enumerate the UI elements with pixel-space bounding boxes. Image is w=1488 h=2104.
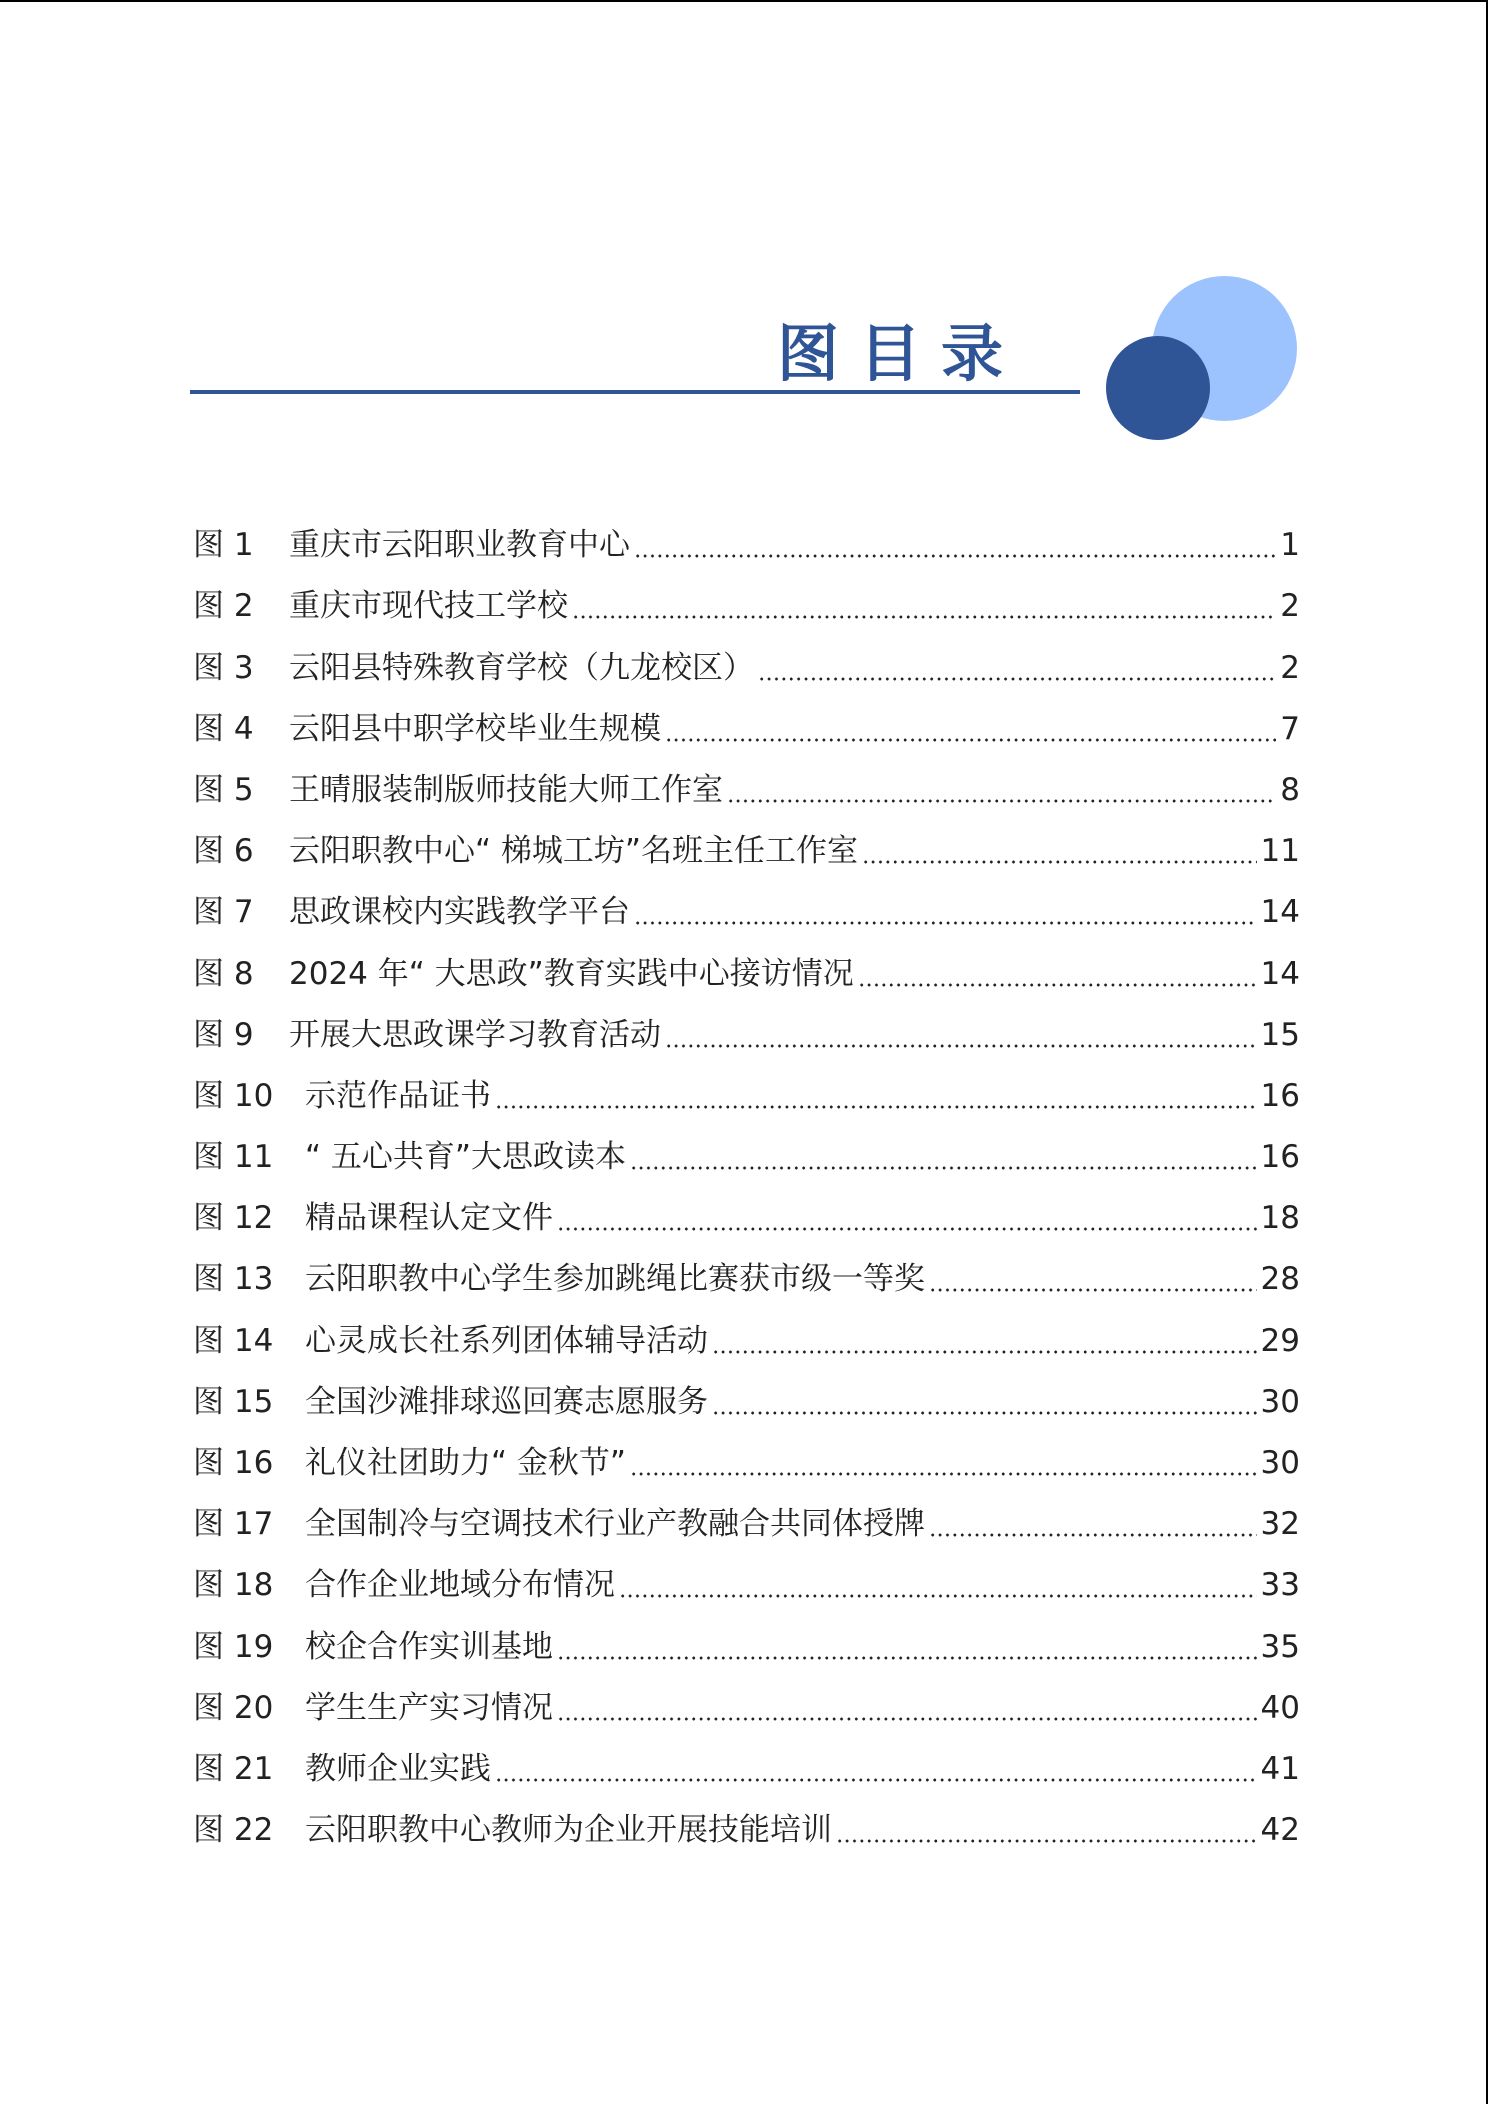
toc-entry-title: 云阳县特殊教育学校（九龙校区） bbox=[289, 649, 754, 686]
toc-entry[interactable] bbox=[193, 1177, 1300, 1238]
toc-entry-page: 14 bbox=[1260, 955, 1300, 992]
toc-dot-leader bbox=[634, 553, 1276, 559]
toc-entry-label: 图 19 bbox=[193, 1628, 274, 1665]
toc-entry-label: 图 22 bbox=[193, 1812, 274, 1849]
toc-entry[interactable] bbox=[193, 504, 1300, 565]
toc-entry-page: 14 bbox=[1260, 894, 1300, 931]
toc-entry[interactable] bbox=[193, 1789, 1300, 1850]
toc-entry[interactable] bbox=[193, 1299, 1300, 1360]
toc-entry-page: 11 bbox=[1260, 833, 1300, 870]
toc-entry-title: 全国制冷与空调技术行业产教融合共同体授牌 bbox=[305, 1506, 925, 1543]
toc-entry-label: 图 14 bbox=[193, 1322, 274, 1359]
toc-dot-leader bbox=[712, 1410, 1257, 1416]
toc-entry[interactable] bbox=[193, 749, 1300, 810]
toc-entry-label: 图 13 bbox=[193, 1261, 274, 1298]
toc-entry-label: 图 18 bbox=[193, 1567, 274, 1604]
toc-entry-title: 云阳职教中心“ 梯城工坊”名班主任工作室 bbox=[289, 833, 858, 870]
toc-entry-title: 示范作品证书 bbox=[305, 1077, 491, 1114]
toc-entry-title: 学生生产实习情况 bbox=[305, 1689, 553, 1726]
toc-entry-label: 图 15 bbox=[193, 1383, 274, 1420]
toc-entry[interactable] bbox=[193, 1422, 1300, 1483]
decorative-circle-dark bbox=[1106, 336, 1210, 440]
toc-dot-leader bbox=[858, 982, 1257, 988]
toc-entry-title: 合作企业地域分布情况 bbox=[305, 1567, 615, 1604]
toc-dot-leader bbox=[758, 676, 1276, 682]
toc-entry-title: 重庆市云阳职业教育中心 bbox=[289, 527, 630, 564]
toc-dot-leader bbox=[630, 1165, 1257, 1171]
toc-entry[interactable] bbox=[193, 1667, 1300, 1728]
toc-dot-leader bbox=[619, 1593, 1257, 1599]
page-border-top bbox=[0, 0, 1488, 2]
toc-entry[interactable] bbox=[193, 871, 1300, 932]
toc-dot-leader bbox=[665, 1043, 1257, 1049]
toc-entry-page: 30 bbox=[1260, 1445, 1300, 1481]
toc-entry-label: 图 9 bbox=[193, 1016, 254, 1053]
toc-entry-label: 图 11 bbox=[193, 1139, 274, 1176]
toc-entry-title: 全国沙滩排球巡回赛志愿服务 bbox=[305, 1383, 708, 1420]
toc-entry-label: 图 16 bbox=[193, 1445, 274, 1481]
toc-dot-leader bbox=[929, 1287, 1257, 1293]
toc-entry-title: 王晴服装制版师技能大师工作室 bbox=[289, 771, 723, 808]
toc-entry-label: 图 2 bbox=[193, 588, 254, 625]
toc-entry-label: 图 1 bbox=[193, 527, 254, 564]
toc-entry[interactable] bbox=[193, 626, 1300, 687]
toc-dot-leader bbox=[495, 1104, 1257, 1110]
toc-entry[interactable] bbox=[193, 565, 1300, 626]
toc-entry-label: 图 20 bbox=[193, 1689, 274, 1726]
toc-entry-title: 开展大思政课学习教育活动 bbox=[289, 1016, 661, 1053]
toc-dot-leader bbox=[929, 1532, 1257, 1538]
toc-entry-title: 重庆市现代技工学校 bbox=[289, 588, 568, 625]
toc-entry-label: 图 6 bbox=[193, 833, 254, 870]
toc-entry-title: 云阳县中职学校毕业生规模 bbox=[289, 710, 661, 747]
toc-entry-title: “ 五心共育”大思政读本 bbox=[305, 1139, 626, 1176]
toc-dot-leader bbox=[836, 1838, 1257, 1844]
toc-entry-label: 图 17 bbox=[193, 1506, 274, 1543]
toc-entry-page: 16 bbox=[1260, 1139, 1300, 1176]
toc-entry-label: 图 4 bbox=[193, 710, 254, 747]
toc-entry[interactable] bbox=[193, 1483, 1300, 1544]
toc-entry[interactable] bbox=[193, 932, 1300, 993]
toc-entry[interactable] bbox=[193, 1544, 1300, 1605]
toc-entry-page: 33 bbox=[1260, 1567, 1300, 1604]
toc-entry-page: 1 bbox=[1280, 527, 1300, 564]
toc-dot-leader bbox=[634, 920, 1257, 926]
toc-entry[interactable] bbox=[193, 688, 1300, 749]
toc-entry[interactable] bbox=[193, 1116, 1300, 1177]
toc-entry-label: 图 10 bbox=[193, 1077, 274, 1114]
toc-entry[interactable] bbox=[193, 810, 1300, 871]
toc-entry-title: 2024 年“ 大思政”教育实践中心接访情况 bbox=[289, 955, 854, 992]
toc-entry[interactable] bbox=[193, 1238, 1300, 1299]
figure-list bbox=[193, 504, 1300, 1850]
toc-entry-page: 8 bbox=[1280, 771, 1300, 808]
toc-entry-page: 42 bbox=[1260, 1812, 1300, 1849]
toc-dot-leader bbox=[862, 859, 1257, 865]
toc-entry-title: 思政课校内实践教学平台 bbox=[289, 894, 630, 931]
toc-dot-leader bbox=[557, 1716, 1257, 1722]
title-underline bbox=[190, 390, 1080, 394]
page-title: 图目录 bbox=[776, 317, 1023, 390]
toc-entry-title: 云阳职教中心学生参加跳绳比赛获市级一等奖 bbox=[305, 1261, 925, 1298]
toc-entry-page: 18 bbox=[1260, 1200, 1300, 1237]
toc-entry-page: 32 bbox=[1260, 1506, 1300, 1543]
toc-dot-leader bbox=[712, 1349, 1257, 1355]
toc-entry[interactable] bbox=[193, 1361, 1300, 1422]
toc-entry-page: 7 bbox=[1280, 710, 1300, 747]
toc-entry[interactable] bbox=[193, 994, 1300, 1055]
toc-dot-leader bbox=[557, 1226, 1257, 1232]
toc-entry-label: 图 21 bbox=[193, 1750, 274, 1787]
toc-entry-title: 云阳职教中心教师为企业开展技能培训 bbox=[305, 1812, 832, 1849]
toc-entry-page: 41 bbox=[1260, 1750, 1300, 1787]
toc-dot-leader bbox=[557, 1655, 1257, 1661]
toc-entry-page: 16 bbox=[1260, 1077, 1300, 1114]
toc-dot-leader bbox=[572, 614, 1276, 620]
toc-entry-label: 图 7 bbox=[193, 894, 254, 931]
toc-entry-page: 15 bbox=[1260, 1016, 1300, 1053]
toc-entry-label: 图 12 bbox=[193, 1200, 274, 1237]
toc-dot-leader bbox=[727, 798, 1276, 804]
toc-entry[interactable] bbox=[193, 1055, 1300, 1116]
toc-entry-title: 教师企业实践 bbox=[305, 1750, 491, 1787]
toc-dot-leader bbox=[630, 1471, 1257, 1477]
toc-entry-page: 29 bbox=[1260, 1322, 1300, 1359]
toc-entry-label: 图 5 bbox=[193, 771, 254, 808]
toc-entry-page: 2 bbox=[1280, 649, 1300, 686]
toc-entry-title: 校企合作实训基地 bbox=[305, 1628, 553, 1665]
toc-entry-label: 图 3 bbox=[193, 649, 254, 686]
toc-entry-title: 精品课程认定文件 bbox=[305, 1200, 553, 1237]
toc-entry-page: 28 bbox=[1260, 1261, 1300, 1298]
toc-entry-page: 2 bbox=[1280, 588, 1300, 625]
toc-entry[interactable] bbox=[193, 1728, 1300, 1789]
toc-entry-page: 30 bbox=[1260, 1383, 1300, 1420]
toc-dot-leader bbox=[665, 737, 1276, 743]
toc-entry-title: 礼仪社团助力“ 金秋节” bbox=[305, 1445, 626, 1481]
toc-entry[interactable] bbox=[193, 1605, 1300, 1666]
toc-entry-label: 图 8 bbox=[193, 955, 254, 992]
toc-entry-title: 心灵成长社系列团体辅导活动 bbox=[305, 1322, 708, 1359]
toc-entry-page: 40 bbox=[1260, 1689, 1300, 1726]
toc-dot-leader bbox=[495, 1777, 1257, 1783]
toc-entry-page: 35 bbox=[1260, 1628, 1300, 1665]
